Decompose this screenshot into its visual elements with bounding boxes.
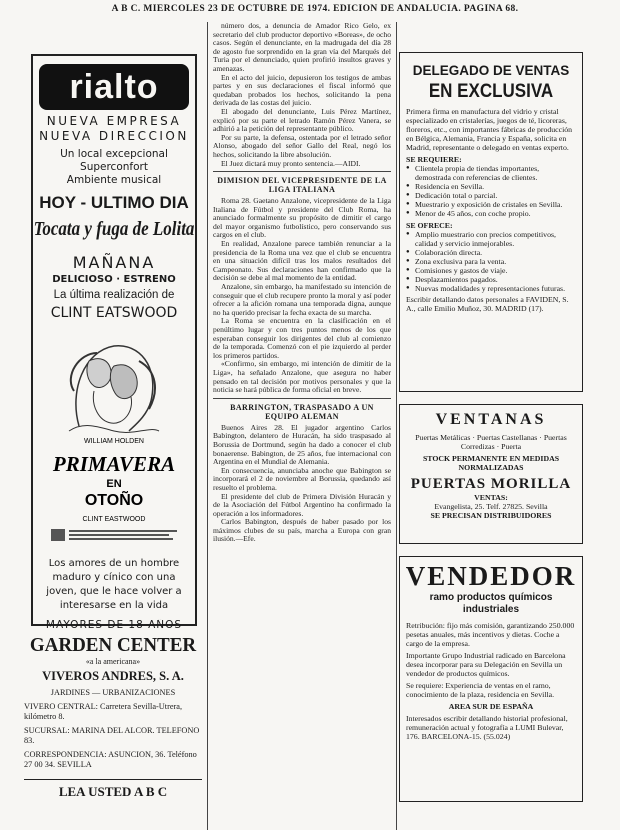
product-list: Puertas Metálicas · Puertas Castellanas · Puertas Corredizas · Puerta (415, 433, 567, 451)
garden-title: GARDEN CENTER (29, 634, 197, 656)
rialto-cinema-ad (31, 54, 197, 631)
offers-label: SE OFRECE: (406, 221, 453, 230)
article-paragraph: Por su parte, la defensa, ostentada por el letrado señor Alonso, abogado del señor Gallo del Real, negó los hechos, solicitando la libre absolución. (213, 132, 391, 159)
article-paragraph: Carlos Babington, después de haber pasado por los máximos clubes de su país, marcha a Europa con gran ilusión.—Efe. (213, 517, 391, 544)
age-rating: MAYORES DE 18 AÑOS (45, 619, 183, 631)
area-label: AREA SUR DE ESPAÑA (448, 702, 534, 711)
requirement-item: ● Dedicación total o parcial. (406, 191, 576, 200)
ad-title: VENTANAS (435, 411, 547, 428)
offer-item: ● Comisiones y gastos de viaje. (406, 266, 576, 275)
offer-item: ● Amplio muestrario con precios competitivos, calidad y servicio inmejorables. (406, 230, 576, 248)
ventanas-ad (399, 404, 583, 544)
description-line: interesarse en la vida (59, 600, 169, 611)
article-paragraph: Anzalone, sin embargo, ha manifestado su intención de conseguir que el club recupere pronto la moral y así poder ofrecer a la afición romana una temporada digna, aunque no ha querido precisar la fecha exacta de su marcha. (213, 282, 391, 317)
ad-subtitle: EN EXCLUSIVA (428, 79, 554, 102)
address-line: Evangelista, 25. Telf. 27825. Sevilla (434, 502, 548, 511)
stock-line: STOCK PERMANENTE EN MEDIDAS NORMALIZADAS (422, 454, 560, 472)
poster-title-otono: OTOÑO (84, 492, 144, 509)
ad-paragraph: Interesados escribir detallando historial profesional, remuneración actual y fotografía a LUMI Bulevar, 176. BARCELONA-15. (55.024) (406, 714, 568, 741)
article-paragraph: En realidad, Anzalone parece también renunciar a la presidencia de la Roma una vez que el club se encuentra en una situación difícil tras los malos resultados del Campeonato. Sus declaraciones han confirmado que la decisión se debe al mal momento de la entidad. (213, 239, 391, 283)
film-title-lolita: Tocata y fuga de Lolita (33, 217, 195, 240)
contact-line: Escribir detallando datos personales a FAVIDEN, S. A., calle Emilio Muñoz, 30. MADRID (17). (406, 295, 569, 313)
divider (213, 398, 391, 399)
article-paragraph: El presidente del club de Primera División Huracán y de la Asociación del Fútbol Argentino ha confirmado la operación a los informadores. (213, 491, 391, 518)
divider (213, 171, 391, 172)
article-paragraph: Buenos Aires 28. El jugador argentino Carlos Babington, delantero de Huracán, ha sido traspasado al Borussia de Dortmund, según ha dado a conocer el club bonaerense. Babington, de 25 años, fue internacional con Argentina en el Mundial de Alemania. (213, 422, 391, 467)
rialto-logo: rialto (39, 64, 189, 110)
vendedor-ad (399, 556, 583, 802)
ad-line: NUEVA DIRECCION (39, 129, 189, 143)
offer-item: ● Nuevas modalidades y representaciones futuras. (406, 284, 576, 293)
ad-paragraph: Retribución: fijo más comisión, garantizando 250.000 pesetas anuales, más incentivos y dietas. Coche a cargo de la empresa. (406, 621, 575, 648)
brand-name: PUERTAS MORILLA (410, 476, 572, 492)
ad-title: DELEGADO DE VENTAS (412, 63, 570, 78)
poster-illustration (39, 331, 189, 551)
requirement-item: ● Muestrario y exposición de cristales en Sevilla. (406, 200, 576, 209)
article-paragraph: En consecuencia, anunciaba anoche que Babington se incorporará el 2 de noviembre al Borussia, quedando así resuelto el problema. (213, 465, 391, 492)
lea-abc-slogan: LEA USTED A B C (24, 779, 202, 800)
poster-actor: WILLIAM HOLDEN (84, 438, 144, 445)
headline-babington: BARRINGTON, TRASPASADO A UN EQUIPO ALEMAN (230, 402, 374, 421)
poster-title-primavera: PRIMAVERA (52, 452, 176, 476)
ad-paragraph: Se requiere: Experiencia de ventas en el ramo, conocimiento de la plaza, residencia en Sevilla. (406, 681, 555, 699)
article-paragraph: número dos, a denuncia de Amador Rico Gelo, ex secretario del club productor deportivo «Boreas», de ocho casos. Según el denunciante, en la madrugada del día 28 de agosto fue sorprendido en la gran vía del Marqués del Turia por el denunciado, quien profirió insultos graves y amenazas. (213, 22, 391, 73)
branch-address: SUCURSAL: MARINA DEL ALCOR. TELEFONO 83. (24, 725, 200, 745)
ad-subtitle: industriales (462, 604, 520, 615)
estreno-line: DELICIOSO · ESTRENO (52, 274, 176, 285)
requirement-item: ● Clientela propia de tiendas importantes, demostrada con referencias de clientes. (406, 164, 576, 182)
hoy-ultimo-dia: HOY - ULTIMO DIA (39, 193, 189, 212)
page-header: A B C. MIERCOLES 23 DE OCTUBRE DE 1974. EDICION DE ANDALUCIA. PAGINA 68. (111, 4, 519, 14)
news-column (207, 22, 397, 830)
requirement-item: ● Residencia en Sevilla. (406, 182, 576, 191)
ad-body (400, 621, 582, 741)
article-paragraph: La Roma se encuentra en la clasificación en el penúltimo lugar y con tres puntos menos de los que esperaban conseguir los dirigentes del club al comienzo de la temporada. Comenzó con el pie izquierdo al perder los primeros partidos. (213, 316, 391, 360)
offer-item: ● Colaboración directa. (406, 248, 576, 257)
offer-item: ● Desplazamientos pagados. (406, 275, 576, 284)
garden-center-ad (24, 634, 202, 800)
requirements-label: SE REQUIERE: (406, 155, 462, 164)
ad-body (400, 107, 582, 313)
ultima-realizacion: La última realización de (53, 289, 175, 301)
description-line: joven, que le hace volver a (46, 586, 182, 597)
description-line: Los amores de un hombre (48, 558, 180, 569)
poster-director: CLINT EASTWOOD (82, 516, 146, 523)
film-poster (39, 331, 189, 551)
correspondence-address: CORRESPONDENCIA: ASUNCION, 36. Teléfono 27 00 34. SEVILLA (24, 749, 197, 769)
ad-line: Ambiente musical (66, 174, 162, 186)
requirement-item: ● Menor de 45 años, con coche propio. (406, 209, 576, 218)
article-paragraph: El abogado del denunciante, Luis Pérez Martínez, explicó por su parte el letrado Ramón Pérez Vanera, se adhirió a la petición del representante público. (213, 106, 391, 134)
description-line: maduro y cínico con una (52, 572, 176, 583)
services-line: JARDINES — URBANIZACIONES (50, 688, 176, 697)
ad-title: VENDEDOR (405, 561, 577, 591)
offer-item: ● Zona exclusiva para la venta. (406, 257, 576, 266)
central-address: VIVERO CENTRAL: Carretera Sevilla-Utrera, kilómetro 8. (24, 701, 183, 721)
ad-line: NUEVA EMPRESA (46, 114, 182, 128)
article-paragraph: En el acto del juicio, depusieron los testigos de ambas partes y en sus declaraciones el fiscal informó que quedaban probados los hechos, solicitando la pena derivada de las costas del juicio. (213, 72, 391, 108)
headline-dimision: DIMISION DEL VICEPRESIDENTE DE LA LIGA ITALIANA (217, 176, 387, 195)
poster-credits-block (51, 529, 177, 541)
ad-line: Un local excepcional (60, 148, 168, 160)
distributors-line: SE PRECISAN DISTRIBUIDORES (430, 511, 552, 520)
director-name: CLINT EATSWOOD (50, 305, 178, 321)
ad-paragraph: Importante Grupo Industrial radicado en Barcelona desea incorporar para su Delegación en Sevilla un vendedor de productos químicos. (406, 651, 566, 678)
garden-subtitle: «a la americana» (85, 657, 141, 666)
ad-intro: Primera firma en manufactura del vidrio y cristal especializado en cristalerías, juegos de té, licoreras, floreros, etc., con importantes fábricas de producción en Bélgica, Alemania, Francia y España, solicita en Madrid, representante o delegado en ventas experto. (406, 107, 573, 152)
article-paragraph: El Juez dictará muy pronto sentencia.—AIDI. (221, 158, 361, 168)
delegado-ventas-ad (399, 52, 583, 392)
ad-subtitle: ramo productos químicos (429, 592, 553, 603)
film-description (33, 557, 195, 613)
manana-heading: MAÑANA (72, 253, 156, 272)
ventas-label: VENTAS: (474, 493, 508, 502)
article-paragraph: «Confirmo, sin embargo, mi intención de dimitir de la Liga», ha señalado Anzalone, que asegura no haber pensado en tal decisión por motivos personales y que la noticia se hará pública de forma oficial en breve. (213, 359, 391, 395)
article-paragraph: Roma 28. Gaetano Anzalone, vicepresidente de la Liga Italiana de Fútbol y presidente del Club Roma, ha anunciado formalmente su propósito de dimitir el cargo del mayor organismo futbolístico, pero conservando sus cargos en el club. (213, 196, 391, 240)
ad-line: Superconfort (80, 161, 148, 173)
company-name: VIVEROS ANDRES, S. A. (42, 669, 184, 683)
poster-title-en: EN (106, 478, 122, 490)
